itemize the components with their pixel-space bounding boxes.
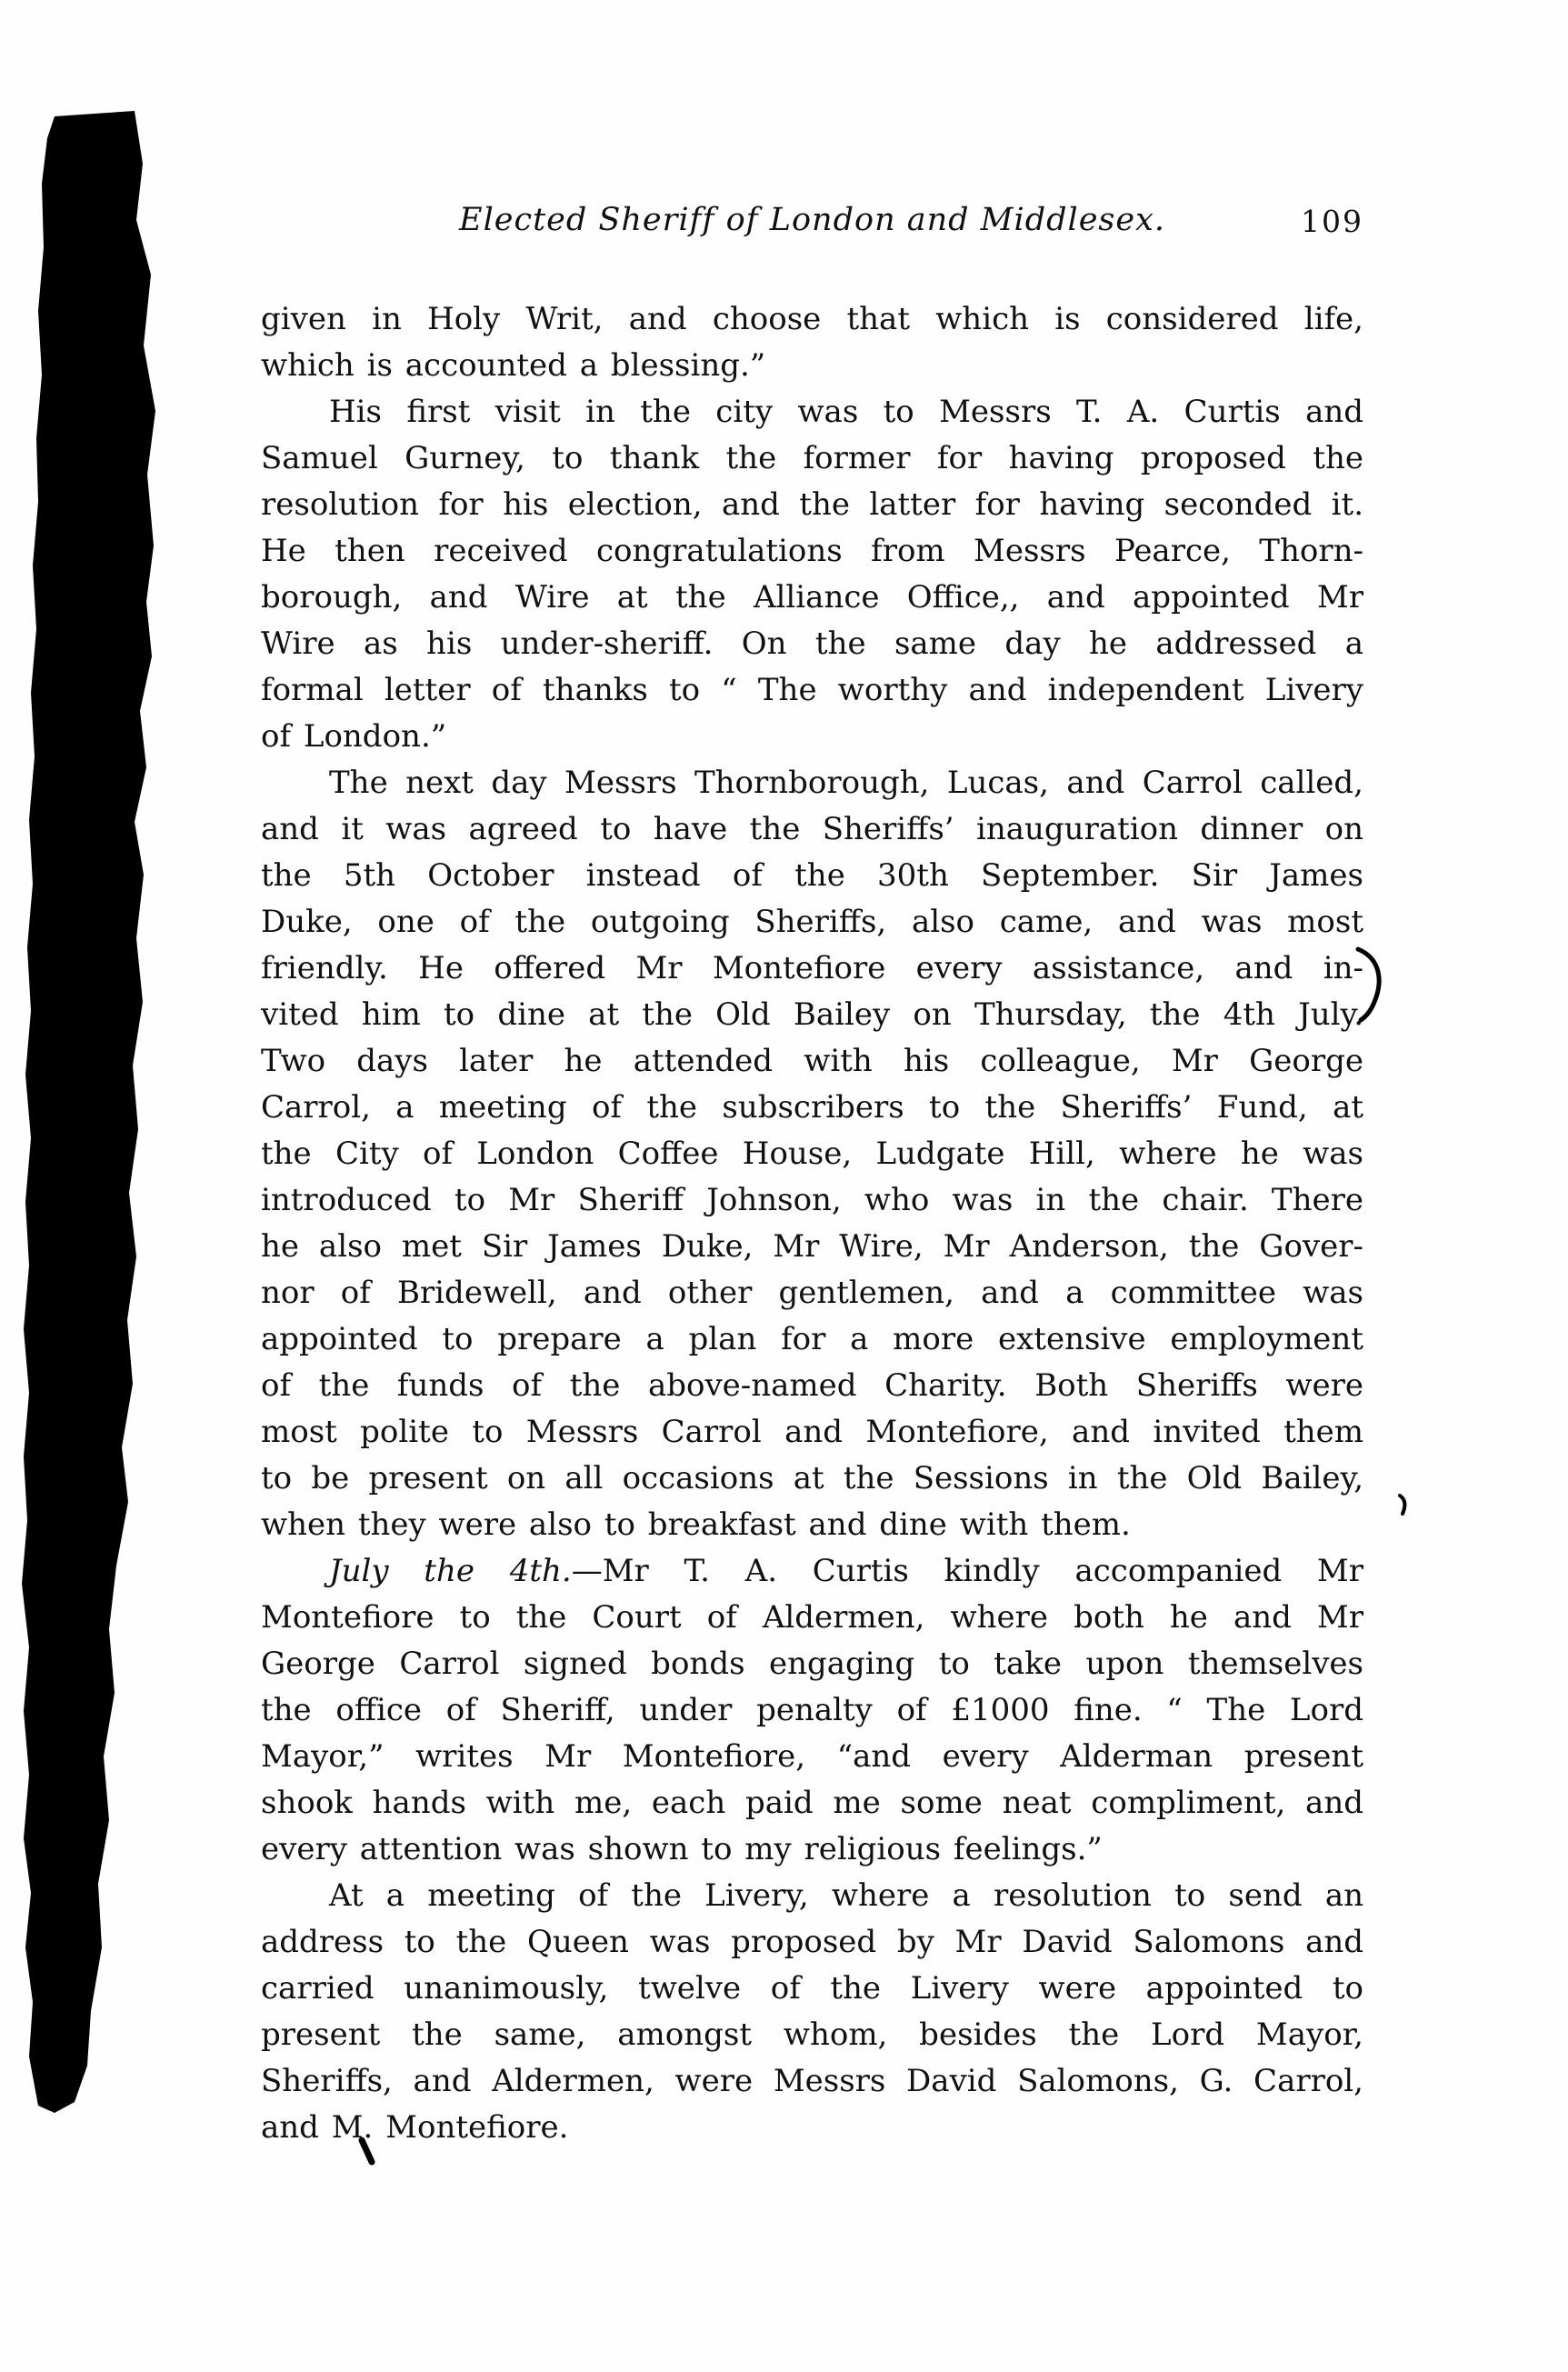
text-line: At a meeting of the Livery, where a resolution to send an [329,1877,1363,1914]
text-line: He then received congratulations from Messrs Pearce, Thorn- [261,533,1363,569]
text-line: of London.” [261,718,447,755]
text-line: shook hands with me, each paid me some neat compliment, and [261,1785,1363,1821]
text-line: appointed to prepare a plan for a more extensive employment [261,1321,1363,1357]
text-line: introduced to Mr Sheriff Johnson, who was in the chair. There [261,1182,1363,1218]
text-line: Duke, one of the outgoing Sheriffs, also came, and was most [261,904,1363,940]
text-line: the office of Sheriff, under penalty of £1000 fine. “ The Lord [261,1692,1363,1728]
text-line: given in Holy Writ, and choose that which is considered life, [261,301,1363,337]
text-line: formal letter of thanks to “ The worthy and independent Livery [261,672,1363,708]
text-line: nor of Bridewell, and other gentlemen, and a committee was [261,1275,1363,1311]
text-line: Mayor,” writes Mr Montefiore, “and every Alderman present [261,1738,1363,1775]
text-line: and M. Montefiore. [261,2109,569,2146]
text-line: Carrol, a meeting of the subscribers to the Sheriffs’ Fund, at [261,1089,1363,1126]
text-line: Samuel Gurney, to thank the former for having proposed the [261,440,1363,476]
text-line: The next day Messrs Thornborough, Lucas, and Carrol called, [329,765,1363,801]
text-line: July the 4th.—Mr T. A. Curtis kindly accompanied Mr [329,1553,1363,1589]
text-line: when they were also to breakfast and dine with them. [261,1506,1131,1543]
text-line: present the same, amongst whom, besides the Lord Mayor, [261,2017,1363,2053]
text-line: carried unanimously, twelve of the Livery were appointed to [261,1970,1363,2007]
text-line: George Carrol signed bonds engaging to take upon themselves [261,1646,1363,1682]
page-number: 109 [1301,204,1363,239]
text-line: he also met Sir James Duke, Mr Wire, Mr Anderson, the Gover- [261,1228,1363,1265]
text-line: resolution for his election, and the latter for having seconded it. [261,486,1363,523]
running-header-title: Elected Sheriff of London and Middlesex. [459,202,1165,238]
margin-comma-mark-icon [1400,1496,1404,1514]
text-line: vited him to dine at the Old Bailey on Thursday, the 4th July. [261,996,1363,1033]
running-header [261,202,1363,256]
text-line: Sheriffs, and Aldermen, were Messrs David Salomons, G. Carrol, [261,2063,1363,2099]
text-line: most polite to Messrs Carrol and Montefiore, and invited them [261,1414,1363,1450]
italic-date-lead: July the 4th. [329,1553,572,1589]
text-line: to be present on all occasions at the Sessions in the Old Bailey, [261,1460,1363,1496]
text-line: of the funds of the above-named Charity. Both Sheriffs were [261,1367,1363,1404]
text-line: friendly. He offered Mr Montefiore every assistance, and in- [261,950,1363,986]
text-line: Montefiore to the Court of Aldermen, where both he and Mr [261,1599,1363,1636]
text-line: the City of London Coffee House, Ludgate Hill, where he was [261,1136,1363,1172]
binding-ink-blot [22,111,155,2113]
text-line: address to the Queen was proposed by Mr David Salomons and [261,1924,1363,1960]
text-line: every attention was shown to my religious feelings.” [261,1831,1103,1867]
text-line: Two days later he attended with his colleague, Mr George [261,1043,1363,1079]
text-line: the 5th October instead of the 30th September. Sir James [261,857,1363,894]
text-line: borough, and Wire at the Alliance Office,, and appointed Mr [261,579,1363,616]
text-line: which is accounted a blessing.” [261,347,766,384]
text-line: Wire as his under-sheriff. On the same day he addressed a [261,626,1363,662]
text-line: and it was agreed to have the Sheriffs’ inauguration dinner on [261,811,1363,847]
body-text [261,296,1363,2151]
text-line: His first visit in the city was to Messrs T. A. Curtis and [329,394,1363,430]
